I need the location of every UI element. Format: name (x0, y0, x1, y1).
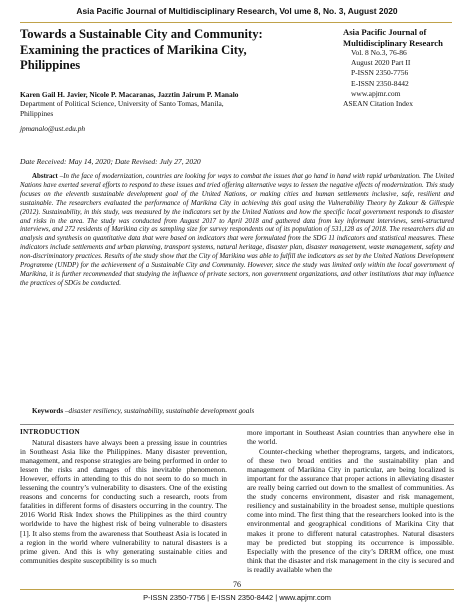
pissn: P-ISSN 2350-7756 (351, 68, 409, 78)
author-names: Karen Gail H. Javier, Nicole P. Macaranas, Jazztin Jairum P. Manalo (20, 90, 239, 99)
author-email: jpmanalo@ust.edu.ph (20, 124, 86, 134)
introduction-heading: INTRODUCTION (20, 428, 80, 436)
affiliation-line-1: Department of Political Science, University of Santo Tomas, Manila, (20, 99, 224, 109)
abstract (20, 172, 454, 288)
abstract-text: –In the face of modernization, countries are looking for ways to combat the issues that go hand in hand with rapid urbanization. The United Nations have exerted several efforts to respond to these issues and tried offering alternative ways to lessen the negative effects of modernization. This study focuses on the eleventh sustainable development goal of the United Nations, or making cities and human settlements inclusive, safe, resilient and sustainable. The researchers evaluated the performance of Marikina City in achieving this goal using the Vulnerability Theory by Zakour & Gillespie (2012). Sustainability, in this study, was measured by the indicators set by the United Nations and how the specific local government responds to disaster and risks in the area. The study was conducted from August 2017 to April 2018 and gathered data from key informant interviews, semi-structured interviews, and 272 residents of Marikina city as sampling size for survey respondents out of its population of 531,128 as of 2018. The researchers did an analysis and synthesis on quantitative data that were based on indicators that were formulated from the SDG 11 indicators and statistical measures. These indicators include settlements and urban planning, transport systems, natural heritage, disaster plan, disaster management, waste management, safety and non-discriminatory practices. Results of the study show that the City of Marikina was able to fulfill the indicators as set by the United Nations Development Programme (UNDP) for the achievement of a Sustainable City and Community. However, since the study was limited only within the local government of Marikina, it is further recommended that studying the influence of private sectors, non government organizations, and other institutions that may influence the practices of SDGs be conducted. (20, 172, 454, 287)
eissn: E-ISSN 2350-8442 (351, 78, 409, 88)
keywords-label: Keywords (32, 407, 64, 415)
affiliation-line-2: Philippines (20, 108, 54, 118)
footer-rule (20, 589, 454, 590)
citation-index: ASEAN Citation Index (343, 99, 413, 109)
authors-block (20, 90, 310, 134)
intro-paragraph-2: Counter-checking whether theprograms, targets, and indicators, of these two broad entities and the sustainability plan and management of Marikina City in particular, are being localized is important for the assurance that proper actions in alleviating disaster are really being carried out down to the smallest of communities. As the study concerns environment, disaster and risk management, resiliency and sustainability in the broadest sense, multiple questions come into mind. The first thing that the researchers looked into is the environmental and geographical conditions of Marikina City that makes it prone to different natural catastrophes. Natural disasters may be predicted but stopping its occurrence is impossible. Especially with the presence of the city’s DRRM office, one must think that the disaster and risk management in the city is secured and is readily available when the (247, 447, 454, 574)
right-column (247, 428, 454, 575)
issue-date: August 2020 Part II (351, 58, 411, 68)
page-number: 76 (233, 580, 241, 589)
paper-title: Towards a Sustainable City and Community: Examining the practices of Marikina City, Philippines (20, 27, 263, 72)
keywords-value: –disaster resiliency, sustainability, sustainable development goals (63, 407, 255, 415)
journal-header: Asia Pacific Journal of Multidisciplinary Research, Vol ume 8, No. 3, August 2020 (76, 6, 398, 16)
volume-info: Vol. 8 No.3, 76-86 (351, 48, 407, 57)
section-divider (20, 424, 454, 425)
intro-paragraph-1: Natural disasters have always been a pressing issue in countries in Southeast Asia like the Philippines. Many disaster prevention, management, and response strategies are being performed in order to lessen the risks and damages of this inevitable phenomenon. However, efforts in attending to this do not seem to do so much in lessening the country’s vulnerability to disasters. One of the existing reasons and concerns for conducting such a research, roots from fatalities in different forms of disasters occurring in the country. The 2016 World Risk Index shows the Philippines as the third country worldwide to have the highest risk of being vulnerable to disasters [1]. It also stems from the awareness that Southeast Asia is located in a region in the world where vulnerability to natural disasters is a prime given. And this is why generating sustainable cities and communities despite susceptibility is so much (20, 438, 227, 565)
website: www.apjmr.com (351, 88, 401, 98)
intro-paragraph-1-cont: more important in Southeast Asian countries than anywhere else in the world. (247, 428, 454, 447)
date-received-revised: Date Received: May 14, 2020; Date Revised: July 27, 2020 (20, 157, 201, 166)
abstract-label: Abstract (32, 172, 58, 180)
footer-issn: P-ISSN 2350-7756 | E-ISSN 2350-8442 | www.apjmr.com (143, 593, 331, 602)
keywords (32, 407, 452, 415)
header-rule (20, 22, 452, 23)
journal-name: Asia Pacific Journal of Multidisciplinary Research (343, 27, 443, 48)
left-column (20, 428, 227, 566)
journal-info-box (343, 27, 458, 109)
